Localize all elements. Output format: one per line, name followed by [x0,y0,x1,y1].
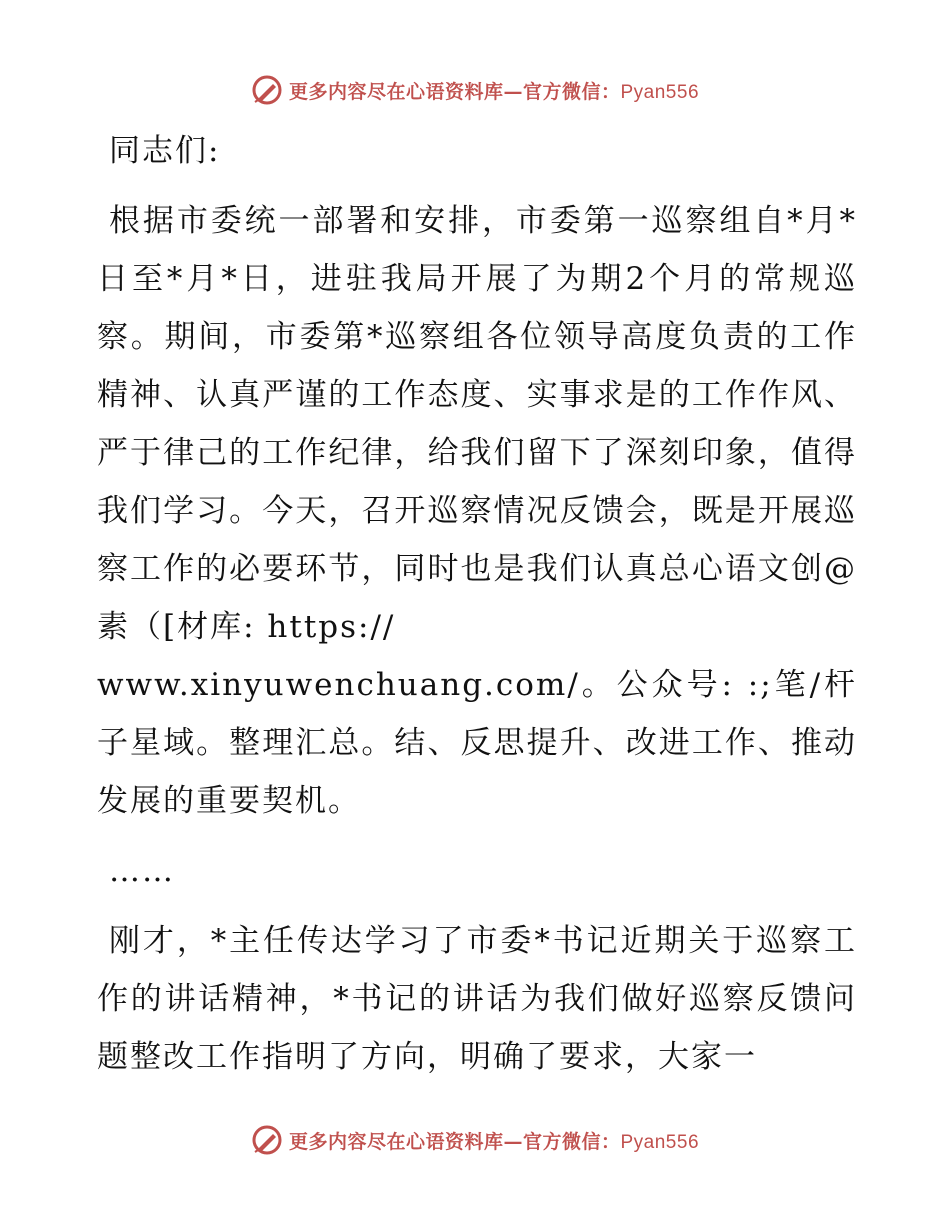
paragraph-1: 根据市委统一部署和安排，市委第一巡察组自*月*日至*月*日，进驻我局开展了为期2个月的常规巡察。期间，市委第*巡察组各位领导高度负责的工作精神、认真严谨的工作态度、实事求是的工作作风、严于律己的工作纪律，给我们留下了深刻印象，值得我们学习。今天，召开巡察情况反馈会，既是开展巡察工作的必要环节，同时也是我们认真总心语文创@素（[材库: https:// www.xinyuwenchuang.com/。公众号: :;笔/杆子星域。整理汇总。结、反思提升、改进工作、推动发展的重要契机。 [97,203,857,819]
pen-circle-logo-icon [251,1124,283,1156]
document-body [97,122,857,1086]
watermark-text: 更多内容尽在心语资料库—官方微信：Pyan556 [288,1130,700,1153]
header-watermark [0,72,950,108]
greeting: 同志们: [109,133,221,169]
pen-circle-logo-icon [251,74,283,106]
ellipsis: …… [109,853,175,889]
footer-watermark [0,1122,950,1158]
watermark-text: 更多内容尽在心语资料库—官方微信：Pyan556 [288,80,700,103]
paragraph-2: 刚才，*主任传达学习了市委*书记近期关于巡察工作的讲话精神，*书记的讲话为我们做好巡察反馈问题整改工作指明了方向，明确了要求，大家一 [97,923,857,1075]
